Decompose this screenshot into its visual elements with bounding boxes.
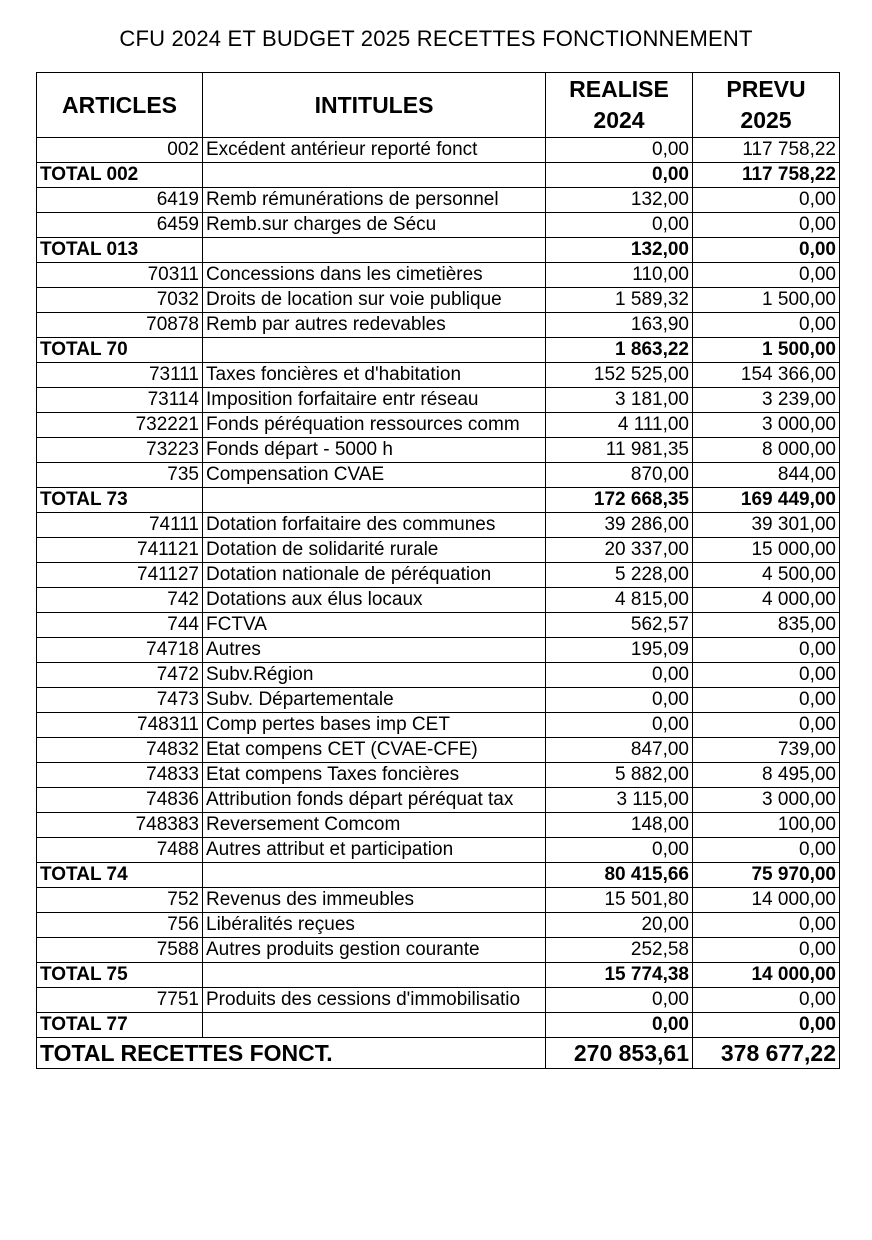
prevu-amount-cell: 117 758,22 <box>693 163 840 188</box>
prevu-amount-cell: 3 000,00 <box>693 788 840 813</box>
article-code-cell: 6459 <box>37 213 203 238</box>
table-row <box>37 188 840 213</box>
realise-amount-cell: 562,57 <box>546 613 693 638</box>
intitule-cell <box>203 338 546 363</box>
intitule-cell: Remb par autres redevables <box>203 313 546 338</box>
intitule-cell: Autres attribut et participation <box>203 838 546 863</box>
prevu-amount-cell: 4 500,00 <box>693 563 840 588</box>
article-code-cell: 74718 <box>37 638 203 663</box>
prevu-amount-cell: 0,00 <box>693 688 840 713</box>
article-code-cell: 73111 <box>37 363 203 388</box>
realise-amount-cell: 1 863,22 <box>546 338 693 363</box>
article-code-cell: 752 <box>37 888 203 913</box>
prevu-amount-cell: 15 000,00 <box>693 538 840 563</box>
intitule-cell: Dotation forfaitaire des communes <box>203 513 546 538</box>
prevu-amount-cell: 0,00 <box>693 663 840 688</box>
article-code-cell: 002 <box>37 138 203 163</box>
realise-amount-cell: 0,00 <box>546 138 693 163</box>
article-code-cell: 741127 <box>37 563 203 588</box>
realise-amount-cell: 0,00 <box>546 838 693 863</box>
prevu-amount-cell: 169 449,00 <box>693 488 840 513</box>
header-intitules: INTITULES <box>203 73 546 138</box>
total-row <box>37 338 840 363</box>
intitule-cell: Etat compens CET (CVAE-CFE) <box>203 738 546 763</box>
intitule-cell: Reversement Comcom <box>203 813 546 838</box>
article-code-cell: 7751 <box>37 988 203 1013</box>
intitule-cell: Produits des cessions d'immobilisatio <box>203 988 546 1013</box>
table-row <box>37 663 840 688</box>
article-code-cell: 6419 <box>37 188 203 213</box>
intitule-cell: Comp pertes bases imp CET <box>203 713 546 738</box>
realise-amount-cell: 172 668,35 <box>546 488 693 513</box>
grand-total-prevu: 378 677,22 <box>693 1038 840 1069</box>
realise-amount-cell: 0,00 <box>546 713 693 738</box>
table-row <box>37 838 840 863</box>
table-body <box>37 138 840 1038</box>
article-code-cell: TOTAL 75 <box>37 963 203 988</box>
prevu-amount-cell: 117 758,22 <box>693 138 840 163</box>
intitule-cell <box>203 238 546 263</box>
header-realise <box>546 73 693 138</box>
article-code-cell: 7473 <box>37 688 203 713</box>
table-row <box>37 213 840 238</box>
prevu-amount-cell: 75 970,00 <box>693 863 840 888</box>
article-code-cell: 70878 <box>37 313 203 338</box>
intitule-cell: Fonds péréquation ressources comm <box>203 413 546 438</box>
table-row <box>37 263 840 288</box>
intitule-cell <box>203 863 546 888</box>
intitule-cell: Compensation CVAE <box>203 463 546 488</box>
article-code-cell: 7488 <box>37 838 203 863</box>
intitule-cell: Imposition forfaitaire entr réseau <box>203 388 546 413</box>
intitule-cell: Taxes foncières et d'habitation <box>203 363 546 388</box>
intitule-cell: Dotation de solidarité rurale <box>203 538 546 563</box>
prevu-amount-cell: 0,00 <box>693 313 840 338</box>
article-code-cell: 74111 <box>37 513 203 538</box>
intitule-cell: Etat compens Taxes foncières <box>203 763 546 788</box>
realise-amount-cell: 20 337,00 <box>546 538 693 563</box>
realise-amount-cell: 15 501,80 <box>546 888 693 913</box>
total-row <box>37 488 840 513</box>
header-realise-line1: REALISE <box>569 76 669 102</box>
intitule-cell: Fonds départ - 5000 h <box>203 438 546 463</box>
intitule-cell: Dotation nationale de péréquation <box>203 563 546 588</box>
article-code-cell: TOTAL 002 <box>37 163 203 188</box>
article-code-cell: TOTAL 70 <box>37 338 203 363</box>
header-prevu <box>693 73 840 138</box>
budget-table <box>36 72 840 1069</box>
page-title: CFU 2024 ET BUDGET 2025 RECETTES FONCTIONNEMENT <box>119 26 753 51</box>
table-row <box>37 938 840 963</box>
prevu-amount-cell: 154 366,00 <box>693 363 840 388</box>
article-code-cell: 70311 <box>37 263 203 288</box>
grand-total-realise: 270 853,61 <box>546 1038 693 1069</box>
prevu-amount-cell: 0,00 <box>693 913 840 938</box>
realise-amount-cell: 132,00 <box>546 238 693 263</box>
table-row <box>37 638 840 663</box>
table-row <box>37 888 840 913</box>
grand-total-row <box>37 1038 840 1069</box>
table-row <box>37 288 840 313</box>
header-realise-line2: 2024 <box>593 107 645 133</box>
intitule-cell <box>203 163 546 188</box>
prevu-amount-cell: 3 239,00 <box>693 388 840 413</box>
article-code-cell: 744 <box>37 613 203 638</box>
prevu-amount-cell: 739,00 <box>693 738 840 763</box>
prevu-amount-cell: 100,00 <box>693 813 840 838</box>
prevu-amount-cell: 0,00 <box>693 988 840 1013</box>
table-row <box>37 813 840 838</box>
article-code-cell: TOTAL 73 <box>37 488 203 513</box>
realise-amount-cell: 870,00 <box>546 463 693 488</box>
prevu-amount-cell: 0,00 <box>693 188 840 213</box>
article-code-cell: 756 <box>37 913 203 938</box>
realise-amount-cell: 39 286,00 <box>546 513 693 538</box>
prevu-amount-cell: 0,00 <box>693 238 840 263</box>
intitule-cell <box>203 488 546 513</box>
realise-amount-cell: 15 774,38 <box>546 963 693 988</box>
realise-amount-cell: 0,00 <box>546 213 693 238</box>
realise-amount-cell: 0,00 <box>546 1013 693 1038</box>
realise-amount-cell: 11 981,35 <box>546 438 693 463</box>
realise-amount-cell: 0,00 <box>546 988 693 1013</box>
total-row <box>37 238 840 263</box>
article-code-cell: 735 <box>37 463 203 488</box>
table-row <box>37 688 840 713</box>
article-code-cell: 74836 <box>37 788 203 813</box>
realise-amount-cell: 110,00 <box>546 263 693 288</box>
article-code-cell: 73114 <box>37 388 203 413</box>
intitule-cell: Excédent antérieur reporté fonct <box>203 138 546 163</box>
realise-amount-cell: 0,00 <box>546 163 693 188</box>
table-row <box>37 463 840 488</box>
article-code-cell: 74832 <box>37 738 203 763</box>
table-row <box>37 413 840 438</box>
article-code-cell: 7472 <box>37 663 203 688</box>
prevu-amount-cell: 0,00 <box>693 263 840 288</box>
realise-amount-cell: 20,00 <box>546 913 693 938</box>
prevu-amount-cell: 14 000,00 <box>693 888 840 913</box>
realise-amount-cell: 3 181,00 <box>546 388 693 413</box>
grand-total-label: TOTAL RECETTES FONCT. <box>37 1038 546 1069</box>
header-prevu-line1: PREVU <box>726 76 806 102</box>
realise-amount-cell: 0,00 <box>546 663 693 688</box>
prevu-amount-cell: 8 000,00 <box>693 438 840 463</box>
realise-amount-cell: 3 115,00 <box>546 788 693 813</box>
table-row <box>37 563 840 588</box>
article-code-cell: 748383 <box>37 813 203 838</box>
prevu-amount-cell: 14 000,00 <box>693 963 840 988</box>
article-code-cell: 742 <box>37 588 203 613</box>
total-row <box>37 963 840 988</box>
total-row <box>37 863 840 888</box>
realise-amount-cell: 5 228,00 <box>546 563 693 588</box>
intitule-cell: Remb rémunérations de personnel <box>203 188 546 213</box>
realise-amount-cell: 80 415,66 <box>546 863 693 888</box>
header-articles: ARTICLES <box>37 73 203 138</box>
prevu-amount-cell: 1 500,00 <box>693 288 840 313</box>
table-row <box>37 913 840 938</box>
table-row <box>37 613 840 638</box>
prevu-amount-cell: 0,00 <box>693 938 840 963</box>
intitule-cell: FCTVA <box>203 613 546 638</box>
table-row <box>37 788 840 813</box>
table-row <box>37 988 840 1013</box>
intitule-cell: Remb.sur charges de Sécu <box>203 213 546 238</box>
intitule-cell <box>203 963 546 988</box>
realise-amount-cell: 0,00 <box>546 688 693 713</box>
prevu-amount-cell: 0,00 <box>693 1013 840 1038</box>
prevu-amount-cell: 0,00 <box>693 713 840 738</box>
article-code-cell: TOTAL 74 <box>37 863 203 888</box>
intitule-cell: Dotations aux élus locaux <box>203 588 546 613</box>
prevu-amount-cell: 844,00 <box>693 463 840 488</box>
prevu-amount-cell: 835,00 <box>693 613 840 638</box>
realise-amount-cell: 163,90 <box>546 313 693 338</box>
realise-amount-cell: 195,09 <box>546 638 693 663</box>
table-row <box>37 538 840 563</box>
header-prevu-line2: 2025 <box>740 107 792 133</box>
article-code-cell: 748311 <box>37 713 203 738</box>
article-code-cell: TOTAL 77 <box>37 1013 203 1038</box>
table-row <box>37 713 840 738</box>
realise-amount-cell: 4 111,00 <box>546 413 693 438</box>
prevu-amount-cell: 1 500,00 <box>693 338 840 363</box>
prevu-amount-cell: 0,00 <box>693 838 840 863</box>
realise-amount-cell: 252,58 <box>546 938 693 963</box>
realise-amount-cell: 1 589,32 <box>546 288 693 313</box>
prevu-amount-cell: 4 000,00 <box>693 588 840 613</box>
intitule-cell: Revenus des immeubles <box>203 888 546 913</box>
realise-amount-cell: 152 525,00 <box>546 363 693 388</box>
article-code-cell: 73223 <box>37 438 203 463</box>
realise-amount-cell: 847,00 <box>546 738 693 763</box>
table-row <box>37 588 840 613</box>
prevu-amount-cell: 0,00 <box>693 213 840 238</box>
table-row <box>37 438 840 463</box>
article-code-cell: 74833 <box>37 763 203 788</box>
total-row <box>37 1013 840 1038</box>
table-row <box>37 738 840 763</box>
realise-amount-cell: 148,00 <box>546 813 693 838</box>
article-code-cell: 732221 <box>37 413 203 438</box>
intitule-cell: Autres produits gestion courante <box>203 938 546 963</box>
intitule-cell <box>203 1013 546 1038</box>
table-row <box>37 138 840 163</box>
article-code-cell: 741121 <box>37 538 203 563</box>
intitule-cell: Libéralités reçues <box>203 913 546 938</box>
realise-amount-cell: 5 882,00 <box>546 763 693 788</box>
prevu-amount-cell: 3 000,00 <box>693 413 840 438</box>
table-row <box>37 313 840 338</box>
article-code-cell: 7032 <box>37 288 203 313</box>
intitule-cell: Attribution fonds départ péréquat tax <box>203 788 546 813</box>
intitule-cell: Droits de location sur voie publique <box>203 288 546 313</box>
prevu-amount-cell: 39 301,00 <box>693 513 840 538</box>
prevu-amount-cell: 8 495,00 <box>693 763 840 788</box>
intitule-cell: Concessions dans les cimetières <box>203 263 546 288</box>
article-code-cell: 7588 <box>37 938 203 963</box>
intitule-cell: Subv. Départementale <box>203 688 546 713</box>
table-row <box>37 363 840 388</box>
intitule-cell: Subv.Région <box>203 663 546 688</box>
table-row <box>37 513 840 538</box>
realise-amount-cell: 4 815,00 <box>546 588 693 613</box>
table-row <box>37 763 840 788</box>
total-row <box>37 163 840 188</box>
prevu-amount-cell: 0,00 <box>693 638 840 663</box>
intitule-cell: Autres <box>203 638 546 663</box>
header-row <box>37 73 840 138</box>
article-code-cell: TOTAL 013 <box>37 238 203 263</box>
realise-amount-cell: 132,00 <box>546 188 693 213</box>
table-row <box>37 388 840 413</box>
